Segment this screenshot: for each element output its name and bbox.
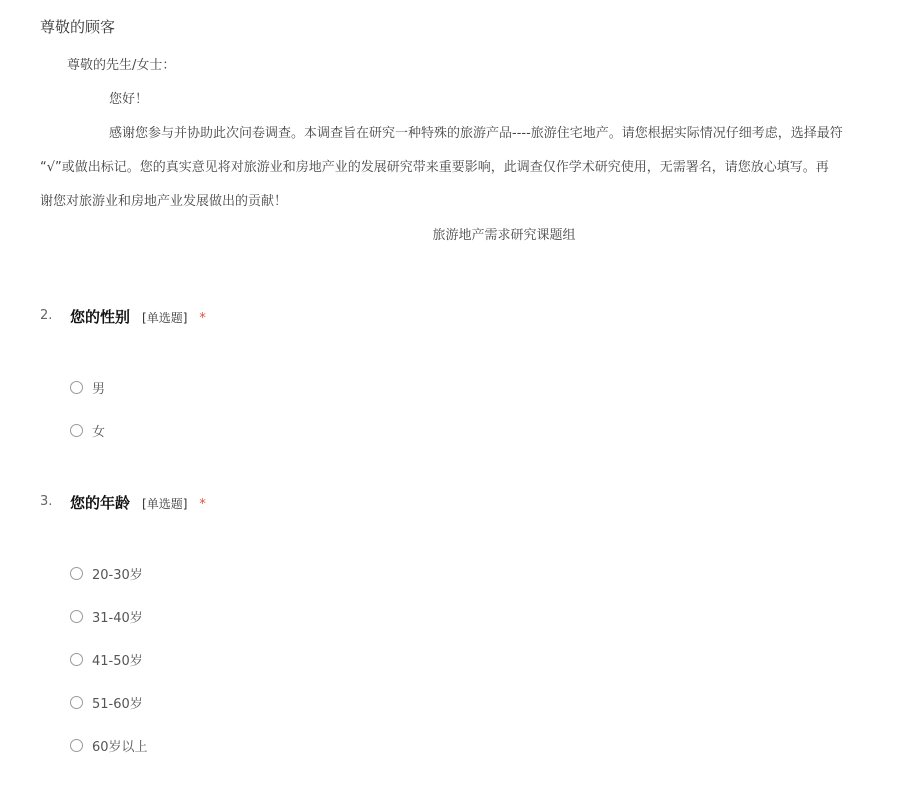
radio-button[interactable]	[70, 567, 83, 580]
option-label: 男	[92, 381, 106, 397]
question-header	[40, 306, 860, 330]
question-title	[70, 492, 206, 513]
page-title: 尊敬的顾客	[40, 18, 116, 36]
radio-button[interactable]	[70, 739, 83, 752]
intro-signature: 旅游地产需求研究课题组	[432, 228, 576, 243]
question-type-label: [单选题]	[142, 311, 188, 325]
option-female[interactable]	[70, 419, 105, 441]
required-marker: *	[199, 497, 206, 512]
option-age-20-30[interactable]	[70, 562, 143, 584]
option-age-51-60[interactable]	[70, 691, 143, 713]
required-marker: *	[199, 311, 206, 326]
radio-button[interactable]	[70, 381, 83, 394]
option-label: 51-60岁	[92, 696, 143, 712]
question-age	[40, 492, 860, 755]
radio-button[interactable]	[70, 424, 83, 437]
question-title	[70, 306, 206, 327]
option-age-31-40[interactable]	[70, 605, 143, 627]
question-number: 3.	[40, 494, 53, 509]
intro-greeting: 您好！	[109, 92, 149, 107]
option-label: 41-50岁	[92, 653, 143, 669]
question-gender	[40, 306, 860, 440]
radio-button[interactable]	[70, 696, 83, 709]
intro-paragraph-line-2: “√”或做出标记。您的真实意见将对旅游业和房地产业的发展研究带来重要影响，此调查仅作学术研究使用，无需署名，请您放心填写。再	[40, 160, 829, 175]
option-label: 60岁以上	[92, 739, 148, 755]
option-label: 31-40岁	[92, 610, 143, 626]
radio-button[interactable]	[70, 653, 83, 666]
intro-salutation: 尊敬的先生/女士：	[67, 58, 176, 73]
question-title-text: 您的年龄	[70, 494, 131, 512]
option-male[interactable]	[70, 376, 105, 398]
intro-paragraph-line-1	[40, 124, 900, 144]
option-label: 20-30岁	[92, 567, 143, 583]
radio-button[interactable]	[70, 610, 83, 623]
intro-paragraph-line-3: 谢您对旅游业和房地产业发展做出的贡献！	[40, 194, 288, 209]
question-number: 2.	[40, 308, 53, 323]
option-age-41-50[interactable]	[70, 648, 143, 670]
question-header	[40, 492, 860, 516]
question-type-label: [单选题]	[142, 497, 188, 511]
question-title-text: 您的性别	[70, 308, 131, 326]
intro-paragraph-text-1: 感谢您参与并协助此次问卷调查。本调查旨在研究一种特殊的旅游产品----旅游住宅地产。请您根据实际情况仔细考虑，选择最符	[109, 126, 843, 141]
option-label: 女	[92, 424, 106, 440]
option-age-60-plus[interactable]	[70, 734, 148, 756]
